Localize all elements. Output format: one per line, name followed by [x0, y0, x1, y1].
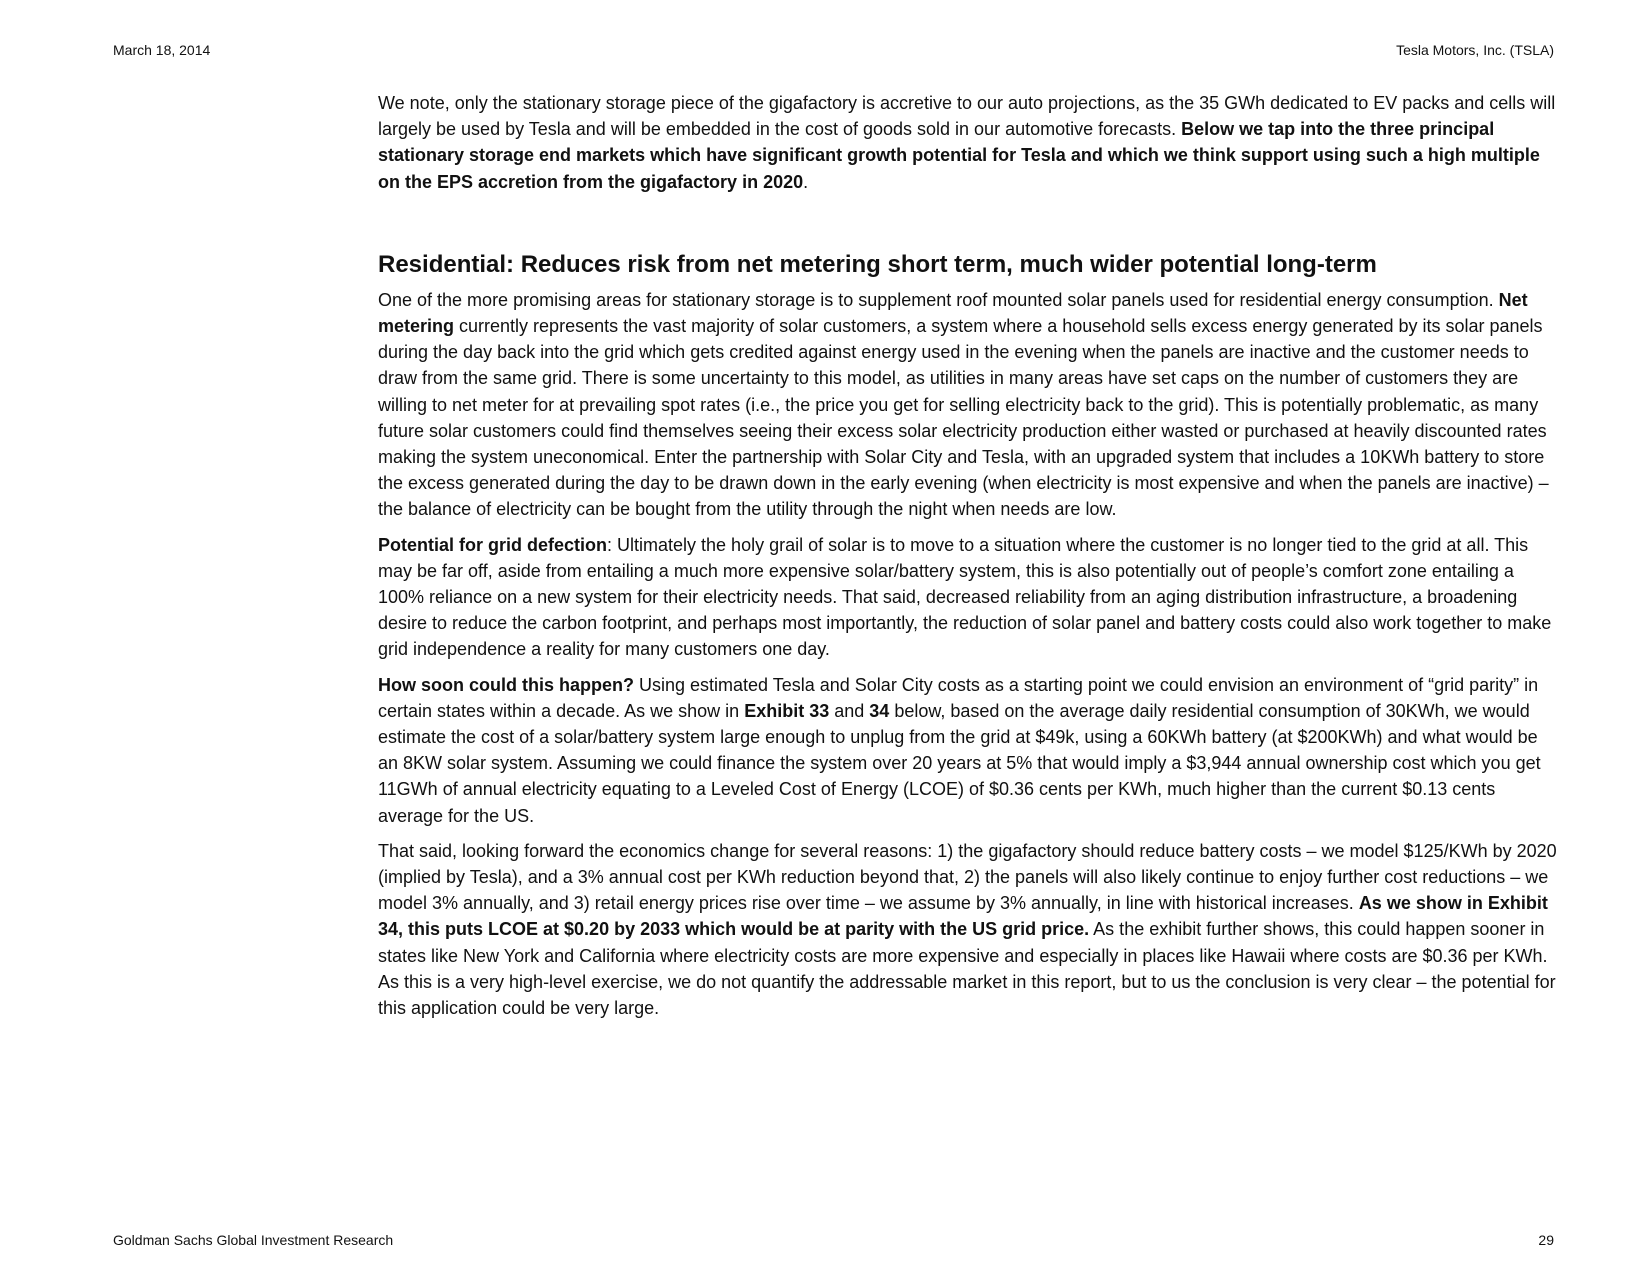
p3-bold-question: How soon could this happen? — [378, 674, 634, 695]
intro-text: We note, only the stationary storage piece of the gigafactory is accretive to our auto projections, as the 35 GWh dedicated to EV packs and cells will largely be used by Tesla and will be embedded in the cost of goods sold in our automotive forecasts. — [378, 93, 1556, 140]
intro-bold-text: Below we tap into the three principal stationary storage end markets which have significant growth potential for Tesla and which we think support using such a high multiple on the EPS accretion from the gigafactory in 2020 — [378, 119, 1540, 192]
p2-text: : Ultimately the holy grail of solar is to move to a situation where the customer is no longer tied to the grid at all. This may be far off, aside from entailing a much more expensive solar/battery system, this is also potentially out of people’s comfort zone entailing a 100% reliance on a new system for their electricity needs. That said, decreased reliability from an aging distribution infrastructure, a broadening desire to reduce the carbon footprint, and perhaps most importantly, the reduction of solar panel and battery costs could also work together to make grid independence a reality for many customers one day. — [378, 534, 1552, 660]
footer-source: Goldman Sachs Global Investment Research — [113, 1232, 394, 1248]
intro-period: . — [803, 171, 809, 192]
p3-exhibit-34: 34 — [869, 700, 890, 721]
p3-exhibit-33: Exhibit 33 — [744, 700, 830, 721]
p4-bold-conclusion: As we show in Exhibit 34, this puts LCOE at $0.20 by 2033 which would be at parity with the US grid price. — [378, 893, 1548, 940]
grid-defection-paragraph — [378, 532, 1558, 663]
p3-text-b: and — [829, 700, 870, 721]
economics-paragraph — [378, 838, 1558, 1021]
p3-text-c: below, based on the average daily residential consumption of 30KWh, we would estimate the cost of a solar/battery system large enough to unplug from the grid at $49k, using a 60KWh battery (at $200KWh) and what would be an 8KW solar system. Assuming we could finance the system over 20 years at 5% that would imply a $3,944 annual ownership cost which you get 11GWh of annual electricity equating to a Leveled Cost of Energy (LCOE) of $0.36 cents per KWh, much higher than the current $0.13 cents average for the US. — [378, 700, 1541, 826]
main-content — [378, 90, 1558, 1030]
p3-text-a: Using estimated Tesla and Solar City costs as a starting point we could envision an environment of “grid parity” in certain states within a decade. As we show in — [378, 674, 1539, 721]
company-ticker: Tesla Motors, Inc. (TSLA) — [1396, 42, 1554, 58]
section-heading: Residential: Reduces risk from net metering short term, much wider potential long-term — [378, 250, 1377, 278]
p2-bold-term: Potential for grid defection — [378, 534, 608, 555]
report-date: March 18, 2014 — [113, 42, 211, 58]
intro-paragraph — [378, 90, 1558, 195]
p1-text-b: currently represents the vast majority of solar customers, a system where a household sells excess energy generated by its solar panels during the day back into the grid which gets credited against energy used in the evening when the panels are inactive and the customer needs to draw from the same grid. There is some uncertainty to this model, as utilities in many areas have set caps on the number of customers they are willing to net meter for at prevailing spot rates (i.e., the price you get for selling electricity back to the grid). This is potentially problematic, as many future solar customers could find themselves seeing their excess solar electricity production either wasted or purchased at heavily discounted rates making the system uneconomical. Enter the partnership with Solar City and Tesla, with an upgraded system that includes a 10KWh battery to store the excess generated during the day to be drawn down in the early evening (when electricity is most expensive and when the panels are inactive) – the balance of electricity can be bought from the utility through the night when needs are low. — [378, 316, 1549, 520]
p4-text-a: That said, looking forward the economics change for several reasons: 1) the gigafactory should reduce battery costs – we model $125/KWh by 2020 (implied by Tesla), and a 3% annual cost per KWh reduction beyond that, 2) the panels will also likely continue to enjoy further cost reductions – we model 3% annually, and 3) retail energy prices rise over time – we assume by 3% annually, in line with historical increases. — [378, 840, 1557, 914]
p4-text-b: As the exhibit further shows, this could happen sooner in states like New York and California where electricity costs are more expensive and especially in places like Hawaii where costs are $0.36 per KWh. As this is a very high-level exercise, we do not quantify the addressable market in this report, but to us the conclusion is very clear – the potential for this application could be very large. — [378, 919, 1556, 1019]
p1-text-a: One of the more promising areas for stationary storage is to supplement roof mounted solar panels used for residential energy consumption. — [378, 289, 1499, 310]
how-soon-paragraph — [378, 672, 1558, 829]
p1-bold-term: Net metering — [378, 289, 1528, 337]
net-metering-paragraph — [378, 287, 1558, 523]
page-number: 29 — [1538, 1232, 1554, 1248]
